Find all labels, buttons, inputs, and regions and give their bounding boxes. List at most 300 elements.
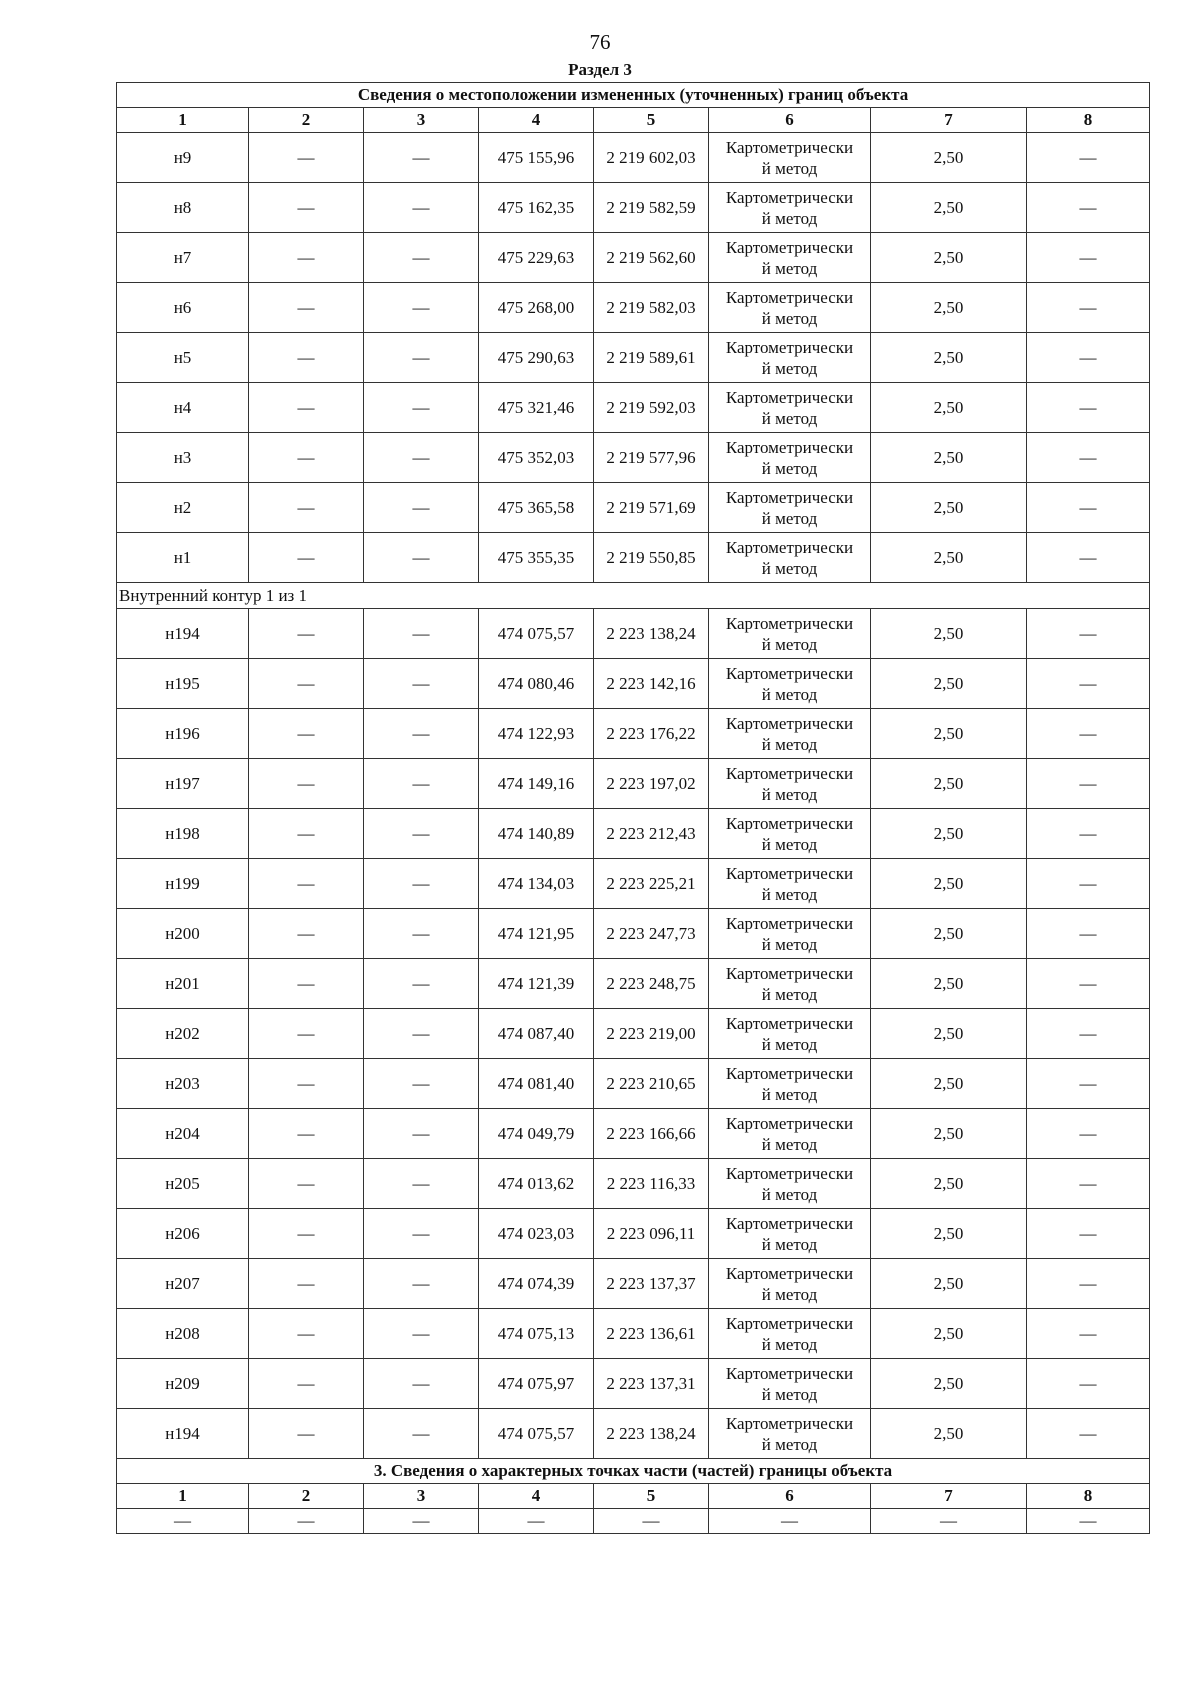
accuracy: 2,50 — [871, 333, 1027, 383]
method-line-1: Картометрически — [725, 287, 854, 307]
table-row — [117, 1109, 1150, 1159]
accuracy: 2,50 — [871, 483, 1027, 533]
parts-title-row — [117, 1459, 1150, 1484]
column-number: 8 — [1027, 1484, 1150, 1509]
dash-cell: — — [249, 1309, 364, 1359]
method-line-2: й метод — [761, 158, 818, 178]
method-cell — [709, 759, 871, 809]
method-line-1: Картометрически — [725, 437, 854, 457]
method-line-1: Картометрически — [725, 813, 854, 833]
y-coordinate: 2 219 602,03 — [594, 133, 709, 183]
method-cell — [709, 709, 871, 759]
dash-cell: — — [1027, 759, 1150, 809]
dash-cell: — — [249, 1059, 364, 1109]
accuracy: 2,50 — [871, 759, 1027, 809]
dash-cell: — — [249, 1009, 364, 1059]
method-line-1: Картометрически — [725, 863, 854, 883]
x-coordinate: 475 321,46 — [479, 383, 594, 433]
method-line-1: Картометрически — [725, 187, 854, 207]
point-name: н209 — [117, 1359, 249, 1409]
accuracy: 2,50 — [871, 1059, 1027, 1109]
point-name: н207 — [117, 1259, 249, 1309]
method-line-2: й метод — [761, 1334, 818, 1354]
x-coordinate: 474 074,39 — [479, 1259, 594, 1309]
table-row — [117, 809, 1150, 859]
y-coordinate: 2 219 550,85 — [594, 533, 709, 583]
dash-cell: — — [1027, 809, 1150, 859]
point-name: н194 — [117, 1409, 249, 1459]
method-line-2: й метод — [761, 834, 818, 854]
dash-cell: — — [1027, 1509, 1150, 1534]
table-row — [117, 533, 1150, 583]
table-title: Сведения о местоположении измененных (уточненных) границ объекта — [117, 83, 1150, 108]
method-cell — [709, 283, 871, 333]
accuracy: 2,50 — [871, 183, 1027, 233]
dash-cell: — — [364, 609, 479, 659]
method-cell — [709, 133, 871, 183]
dash-cell: — — [364, 959, 479, 1009]
y-coordinate: 2 223 212,43 — [594, 809, 709, 859]
dash-cell: — — [249, 909, 364, 959]
dash-cell: — — [709, 1509, 871, 1534]
x-coordinate: 474 075,13 — [479, 1309, 594, 1359]
column-number: 2 — [249, 108, 364, 133]
table-row — [117, 1259, 1150, 1309]
column-number: 1 — [117, 108, 249, 133]
point-name: н8 — [117, 183, 249, 233]
point-name: н4 — [117, 383, 249, 433]
dash-cell: — — [364, 283, 479, 333]
dash-cell: — — [364, 433, 479, 483]
method-line-2: й метод — [761, 934, 818, 954]
point-name: н196 — [117, 709, 249, 759]
dash-cell: — — [249, 1159, 364, 1209]
method-cell — [709, 1009, 871, 1059]
dash-cell: — — [364, 1409, 479, 1459]
method-line-1: Картометрически — [725, 963, 854, 983]
method-line-1: Картометрически — [725, 763, 854, 783]
method-line-2: й метод — [761, 1384, 818, 1404]
dash-cell: — — [249, 609, 364, 659]
dash-cell: — — [1027, 283, 1150, 333]
table-row — [117, 709, 1150, 759]
dash-cell: — — [364, 483, 479, 533]
accuracy: 2,50 — [871, 133, 1027, 183]
point-name: н1 — [117, 533, 249, 583]
dash-cell: — — [249, 1359, 364, 1409]
y-coordinate: 2 223 247,73 — [594, 909, 709, 959]
x-coordinate: 474 013,62 — [479, 1159, 594, 1209]
method-line-1: Картометрически — [725, 537, 854, 557]
point-name: н194 — [117, 609, 249, 659]
method-line-2: й метод — [761, 1234, 818, 1254]
method-cell — [709, 1209, 871, 1259]
table-row — [117, 959, 1150, 1009]
parts-column-number-row — [117, 1484, 1150, 1509]
method-line-1: Картометрически — [725, 1363, 854, 1383]
point-name: н206 — [117, 1209, 249, 1259]
dash-cell: — — [1027, 709, 1150, 759]
table-row — [117, 859, 1150, 909]
table-row — [117, 1359, 1150, 1409]
accuracy: 2,50 — [871, 959, 1027, 1009]
y-coordinate: 2 223 137,37 — [594, 1259, 709, 1309]
method-line-1: Картометрически — [725, 387, 854, 407]
dash-cell: — — [1027, 233, 1150, 283]
dash-cell: — — [364, 233, 479, 283]
x-coordinate: 475 155,96 — [479, 133, 594, 183]
table-row — [117, 659, 1150, 709]
dash-cell: — — [249, 233, 364, 283]
dash-cell: — — [249, 533, 364, 583]
method-line-2: й метод — [761, 1284, 818, 1304]
x-coordinate: 474 140,89 — [479, 809, 594, 859]
method-line-1: Картометрически — [725, 1263, 854, 1283]
table-row — [117, 433, 1150, 483]
method-line-1: Картометрически — [725, 487, 854, 507]
table-row — [117, 909, 1150, 959]
table-row — [117, 1059, 1150, 1109]
method-line-2: й метод — [761, 884, 818, 904]
point-name: н197 — [117, 759, 249, 809]
table-title-row — [117, 83, 1150, 108]
dash-cell: — — [364, 1009, 479, 1059]
table-row — [117, 283, 1150, 333]
x-coordinate: 474 149,16 — [479, 759, 594, 809]
parts-title: 3. Сведения о характерных точках части (частей) границы объекта — [117, 1459, 1150, 1484]
dash-cell: — — [364, 133, 479, 183]
y-coordinate: 2 223 197,02 — [594, 759, 709, 809]
dash-cell: — — [1027, 533, 1150, 583]
table-row — [117, 183, 1150, 233]
method-line-2: й метод — [761, 508, 818, 528]
dash-cell: — — [1027, 383, 1150, 433]
method-line-1: Картометрически — [725, 1013, 854, 1033]
method-cell — [709, 533, 871, 583]
dash-cell: — — [364, 1059, 479, 1109]
dash-cell: — — [249, 433, 364, 483]
method-line-1: Картометрически — [725, 1113, 854, 1133]
point-name: н203 — [117, 1059, 249, 1109]
page-number: 76 — [589, 30, 611, 54]
point-name: н3 — [117, 433, 249, 483]
method-cell — [709, 959, 871, 1009]
dash-cell: — — [249, 959, 364, 1009]
x-coordinate: 474 121,39 — [479, 959, 594, 1009]
x-coordinate: 474 087,40 — [479, 1009, 594, 1059]
dash-cell: — — [364, 383, 479, 433]
point-name: н208 — [117, 1309, 249, 1359]
y-coordinate: 2 223 142,16 — [594, 659, 709, 709]
accuracy: 2,50 — [871, 609, 1027, 659]
dash-cell: — — [1027, 609, 1150, 659]
y-coordinate: 2 223 225,21 — [594, 859, 709, 909]
accuracy: 2,50 — [871, 909, 1027, 959]
x-coordinate: 474 049,79 — [479, 1109, 594, 1159]
dash-cell: — — [364, 183, 479, 233]
table-row — [117, 1159, 1150, 1209]
y-coordinate: 2 223 138,24 — [594, 609, 709, 659]
method-line-1: Картометрически — [725, 613, 854, 633]
method-line-1: Картометрически — [725, 337, 854, 357]
method-cell — [709, 609, 871, 659]
dash-cell: — — [364, 1359, 479, 1409]
dash-cell: — — [249, 1259, 364, 1309]
dash-cell: — — [1027, 333, 1150, 383]
dash-cell: — — [249, 283, 364, 333]
column-number: 5 — [594, 108, 709, 133]
dash-cell: — — [117, 1509, 249, 1534]
y-coordinate: 2 223 138,24 — [594, 1409, 709, 1459]
column-number: 8 — [1027, 108, 1150, 133]
x-coordinate: 475 352,03 — [479, 433, 594, 483]
y-coordinate: 2 219 582,59 — [594, 183, 709, 233]
method-line-2: й метод — [761, 984, 818, 1004]
table-row — [117, 1009, 1150, 1059]
dash-cell: — — [364, 333, 479, 383]
dash-cell: — — [1027, 183, 1150, 233]
point-name: н202 — [117, 1009, 249, 1059]
table-row — [117, 1209, 1150, 1259]
point-name: н5 — [117, 333, 249, 383]
point-name: н198 — [117, 809, 249, 859]
x-coordinate: 475 290,63 — [479, 333, 594, 383]
dash-cell: — — [364, 709, 479, 759]
dash-cell: — — [479, 1509, 594, 1534]
x-coordinate: 474 081,40 — [479, 1059, 594, 1109]
table-row — [117, 333, 1150, 383]
y-coordinate: 2 219 592,03 — [594, 383, 709, 433]
y-coordinate: 2 223 176,22 — [594, 709, 709, 759]
table-row — [117, 383, 1150, 433]
dash-cell: — — [1027, 659, 1150, 709]
x-coordinate: 475 355,35 — [479, 533, 594, 583]
point-name: н9 — [117, 133, 249, 183]
dash-cell: — — [364, 909, 479, 959]
column-number: 5 — [594, 1484, 709, 1509]
dash-cell: — — [1027, 1409, 1150, 1459]
parts-empty-row — [117, 1509, 1150, 1534]
method-cell — [709, 433, 871, 483]
column-number: 1 — [117, 1484, 249, 1509]
x-coordinate: 474 023,03 — [479, 1209, 594, 1259]
method-cell — [709, 659, 871, 709]
method-line-2: й метод — [761, 734, 818, 754]
dash-cell: — — [364, 759, 479, 809]
point-name: н204 — [117, 1109, 249, 1159]
y-coordinate: 2 223 136,61 — [594, 1309, 709, 1359]
method-cell — [709, 909, 871, 959]
dash-cell: — — [249, 133, 364, 183]
method-line-1: Картометрически — [725, 913, 854, 933]
dash-cell: — — [364, 1309, 479, 1359]
dash-cell: — — [1027, 909, 1150, 959]
y-coordinate: 2 223 137,31 — [594, 1359, 709, 1409]
dash-cell: — — [249, 1409, 364, 1459]
accuracy: 2,50 — [871, 1309, 1027, 1359]
inner-contour-row — [117, 583, 1150, 609]
accuracy: 2,50 — [871, 1009, 1027, 1059]
method-line-1: Картометрически — [725, 1063, 854, 1083]
dash-cell: — — [364, 533, 479, 583]
method-line-1: Картометрически — [725, 713, 854, 733]
y-coordinate: 2 219 582,03 — [594, 283, 709, 333]
x-coordinate: 475 365,58 — [479, 483, 594, 533]
accuracy: 2,50 — [871, 533, 1027, 583]
method-line-2: й метод — [761, 1034, 818, 1054]
method-line-2: й метод — [761, 634, 818, 654]
method-line-2: й метод — [761, 458, 818, 478]
method-line-2: й метод — [761, 558, 818, 578]
y-coordinate: 2 223 116,33 — [594, 1159, 709, 1209]
column-number: 4 — [479, 108, 594, 133]
point-name: н6 — [117, 283, 249, 333]
dash-cell: — — [1027, 1209, 1150, 1259]
column-number: 2 — [249, 1484, 364, 1509]
dash-cell: — — [249, 183, 364, 233]
column-number: 4 — [479, 1484, 594, 1509]
x-coordinate: 475 162,35 — [479, 183, 594, 233]
boundary-points-table — [116, 82, 1150, 1534]
table-row — [117, 1409, 1150, 1459]
y-coordinate: 2 223 096,11 — [594, 1209, 709, 1259]
method-cell — [709, 383, 871, 433]
accuracy: 2,50 — [871, 1209, 1027, 1259]
column-number: 3 — [364, 108, 479, 133]
dash-cell: — — [364, 1209, 479, 1259]
accuracy: 2,50 — [871, 709, 1027, 759]
dash-cell: — — [1027, 1309, 1150, 1359]
method-line-1: Картометрически — [725, 1313, 854, 1333]
accuracy: 2,50 — [871, 233, 1027, 283]
y-coordinate: 2 223 219,00 — [594, 1009, 709, 1059]
method-line-1: Картометрически — [725, 1213, 854, 1233]
y-coordinate: 2 219 562,60 — [594, 233, 709, 283]
table-row — [117, 483, 1150, 533]
x-coordinate: 474 075,97 — [479, 1359, 594, 1409]
dash-cell: — — [1027, 1359, 1150, 1409]
dash-cell: — — [364, 859, 479, 909]
column-number-row — [117, 108, 1150, 133]
dash-cell: — — [1027, 1109, 1150, 1159]
method-line-2: й метод — [761, 1434, 818, 1454]
y-coordinate: 2 223 248,75 — [594, 959, 709, 1009]
method-cell — [709, 333, 871, 383]
column-number: 3 — [364, 1484, 479, 1509]
dash-cell: — — [249, 333, 364, 383]
method-cell — [709, 483, 871, 533]
dash-cell: — — [1027, 133, 1150, 183]
y-coordinate: 2 219 577,96 — [594, 433, 709, 483]
dash-cell: — — [1027, 859, 1150, 909]
accuracy: 2,50 — [871, 1409, 1027, 1459]
point-name: н199 — [117, 859, 249, 909]
dash-cell: — — [249, 483, 364, 533]
point-name: н201 — [117, 959, 249, 1009]
method-cell — [709, 1359, 871, 1409]
method-cell — [709, 1309, 871, 1359]
method-line-2: й метод — [761, 308, 818, 328]
x-coordinate: 474 134,03 — [479, 859, 594, 909]
dash-cell: — — [1027, 1259, 1150, 1309]
dash-cell: — — [249, 659, 364, 709]
y-coordinate: 2 219 589,61 — [594, 333, 709, 383]
dash-cell: — — [249, 1209, 364, 1259]
accuracy: 2,50 — [871, 1259, 1027, 1309]
inner-contour-label: Внутренний контур 1 из 1 — [117, 583, 1150, 609]
x-coordinate: 475 229,63 — [479, 233, 594, 283]
method-line-2: й метод — [761, 358, 818, 378]
method-cell — [709, 1409, 871, 1459]
accuracy: 2,50 — [871, 659, 1027, 709]
dash-cell: — — [249, 809, 364, 859]
method-line-1: Картометрически — [725, 663, 854, 683]
method-cell — [709, 233, 871, 283]
method-line-2: й метод — [761, 208, 818, 228]
dash-cell: — — [1027, 959, 1150, 1009]
method-line-2: й метод — [761, 784, 818, 804]
table-row — [117, 133, 1150, 183]
point-name: н2 — [117, 483, 249, 533]
dash-cell: — — [364, 1159, 479, 1209]
x-coordinate: 475 268,00 — [479, 283, 594, 333]
method-cell — [709, 183, 871, 233]
table-row — [117, 759, 1150, 809]
method-line-2: й метод — [761, 1134, 818, 1154]
y-coordinate: 2 223 210,65 — [594, 1059, 709, 1109]
x-coordinate: 474 080,46 — [479, 659, 594, 709]
dash-cell: — — [1027, 1059, 1150, 1109]
method-cell — [709, 809, 871, 859]
point-name: н7 — [117, 233, 249, 283]
dash-cell: — — [871, 1509, 1027, 1534]
column-number: 6 — [709, 108, 871, 133]
point-name: н200 — [117, 909, 249, 959]
accuracy: 2,50 — [871, 1359, 1027, 1409]
dash-cell: — — [364, 809, 479, 859]
accuracy: 2,50 — [871, 383, 1027, 433]
table-row — [117, 1309, 1150, 1359]
method-cell — [709, 1159, 871, 1209]
accuracy: 2,50 — [871, 283, 1027, 333]
method-line-2: й метод — [761, 258, 818, 278]
point-name: н205 — [117, 1159, 249, 1209]
section-title: Раздел 3 — [568, 60, 632, 79]
y-coordinate: 2 223 166,66 — [594, 1109, 709, 1159]
method-line-1: Картометрически — [725, 237, 854, 257]
dash-cell: — — [1027, 1159, 1150, 1209]
dash-cell: — — [1027, 483, 1150, 533]
dash-cell: — — [249, 859, 364, 909]
accuracy: 2,50 — [871, 1109, 1027, 1159]
dash-cell: — — [249, 709, 364, 759]
method-line-2: й метод — [761, 684, 818, 704]
dash-cell: — — [594, 1509, 709, 1534]
column-number: 7 — [871, 1484, 1027, 1509]
accuracy: 2,50 — [871, 1159, 1027, 1209]
table-row — [117, 233, 1150, 283]
method-line-2: й метод — [761, 1184, 818, 1204]
dash-cell: — — [364, 1109, 479, 1159]
dash-cell: — — [364, 1259, 479, 1309]
dash-cell: — — [249, 1509, 364, 1534]
y-coordinate: 2 219 571,69 — [594, 483, 709, 533]
dash-cell: — — [249, 759, 364, 809]
point-name: н195 — [117, 659, 249, 709]
x-coordinate: 474 121,95 — [479, 909, 594, 959]
method-line-1: Картометрически — [725, 1413, 854, 1433]
dash-cell: — — [364, 1509, 479, 1534]
